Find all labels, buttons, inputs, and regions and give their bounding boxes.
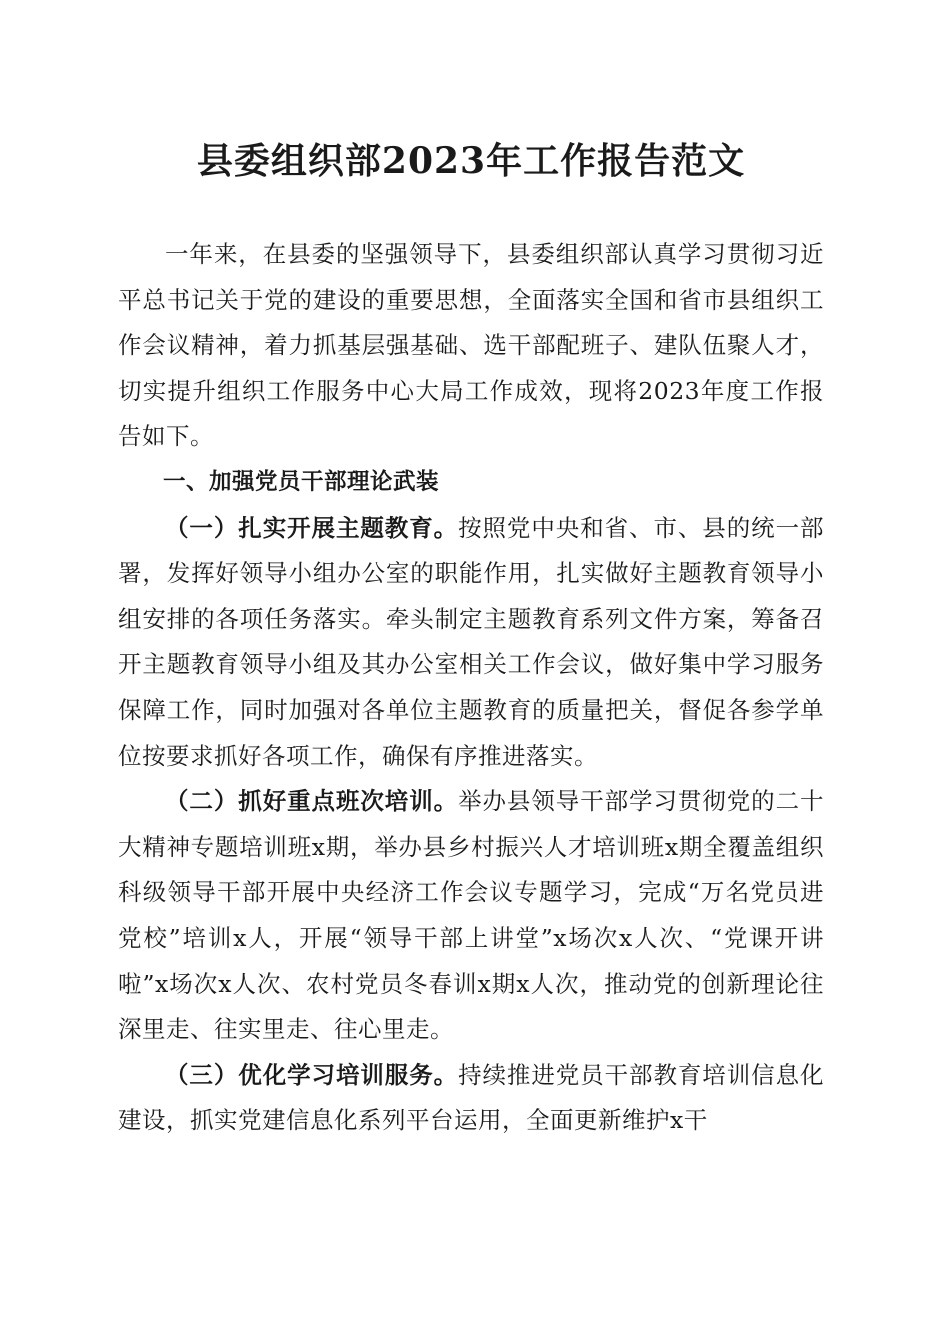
item-text-3: 持续推进党员干部教育培训信息化建设，抓实党建信息化系列平台运用，全面更新维护x干	[118, 1060, 825, 1135]
section-heading: 一、加强党员干部理论武装	[163, 468, 440, 495]
intro-paragraph: 一年来，在县委的坚强领导下，县委组织部认真学习贯彻习近平总书记关于党的建设的重要思想，全面落实全国和省市县组织工作会议精神，着力抓基层强基础、选干部配班子、建队伍聚人才，切实提升组织工作服务中心大局工作成效，现将2023年度工作报告如下。	[118, 240, 824, 451]
document-title: 县委组织部2023年工作报告范文	[196, 140, 746, 182]
item-subhead-2: （二）抓好重点班次培训。	[165, 787, 459, 816]
item-subhead-1: （一）扎实开展主题教育。	[165, 513, 459, 542]
item-subhead-3: （三）优化学习培训服务。	[165, 1060, 459, 1089]
item-paragraph-2	[118, 779, 824, 1053]
item-paragraph-1	[118, 506, 824, 780]
item-text-1: 按照党中央和省、市、县的统一部署，发挥好领导小组办公室的职能作用，扎实做好主题教育领导小组安排的各项任务落实。牵头制定主题教育系列文件方案，筹备召开主题教育领导小组及其办公室相关工作会议，做好集中学习服务保障工作，同时加强对各单位主题教育的质量把关，督促各参学单位按要求抓好各项工作，确保有序推进落实。	[118, 513, 825, 770]
document-body	[118, 232, 824, 1144]
item-paragraph-3	[118, 1053, 824, 1144]
item-text-2: 举办县领导干部学习贯彻党的二十大精神专题培训班x期，举办县乡村振兴人才培训班x期全覆盖组织科级领导干部开展中央经济工作会议专题学习，完成“万名党员进党校”培训x人，开展“领导干部上讲堂”x场次x人次、“党课开讲啦”x场次x人次、农村党员冬春训x期x人次，推动党的创新理论往深里走、往实里走、往心里走。	[118, 787, 825, 1044]
